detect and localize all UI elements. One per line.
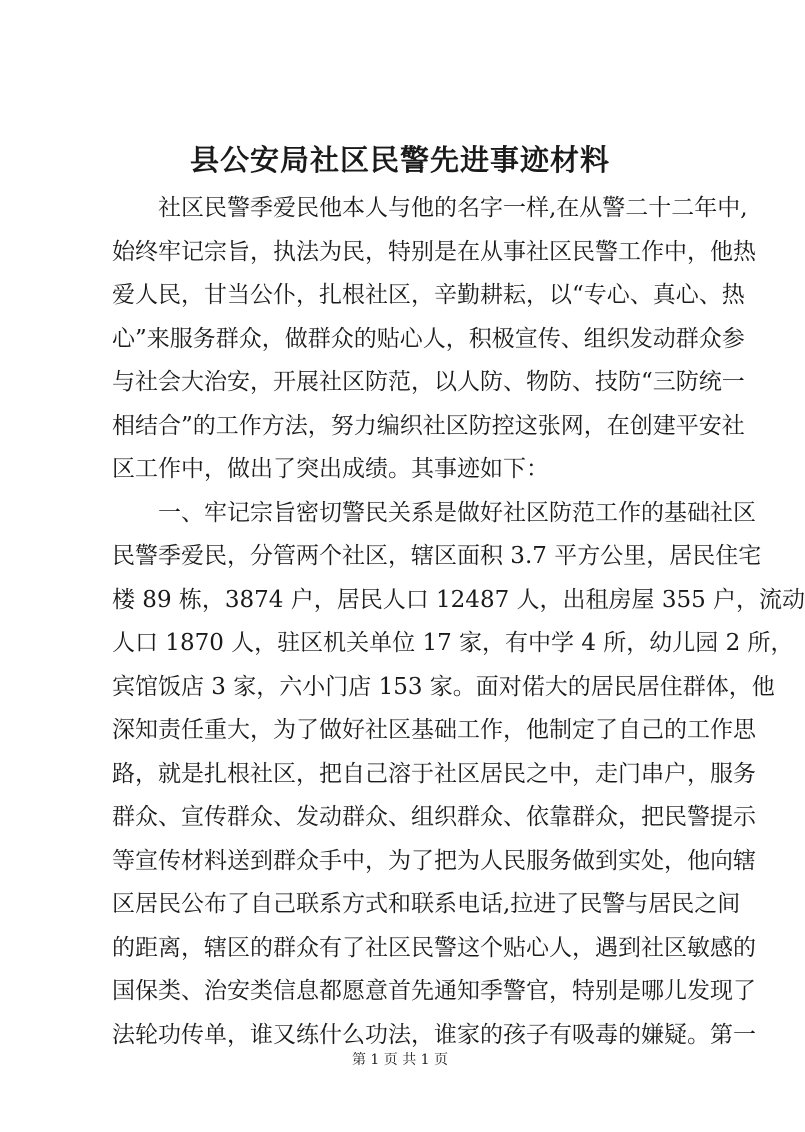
text-line: 等宣传材料送到群众手中，为了把为人民服务做到实处，他向辖 [112,847,756,874]
text-line: 楼 89 栋，3874 户，居民人口 12487 人，出租房屋 355 户，流动 [112,586,805,613]
text-line: 国保类、治安类信息都愿意首先通知季警官，特别是哪儿发现了 [112,978,756,1004]
text-line: 相结合”的工作方法，努力编织社区防控这张网，在创建平安社 [112,412,745,439]
document-title: 县公安局社区民警先进事迹材料 [189,143,610,177]
text-line: 始终牢记宗旨，执法为民，特别是在从事社区民警工作中，他热 [112,238,756,265]
text-line: 区工作中，做出了突出成绩。其事迹如下： [112,456,549,482]
text-line: 民警季爱民，分管两个社区，辖区面积 3.7 平方公里，居民住宅 [112,543,762,569]
text-line: 社区民警季爱民他本人与他的名字一样,在从警二十二年中, [158,195,748,221]
text-line: 的距离，辖区的群众有了社区民警这个贴心人，遇到社区敏感的 [112,934,756,961]
text-line: 心”来服务群众，做群众的贴心人，积极宣传、组织发动群众参 [112,325,745,352]
text-line: 区居民公布了自己联系方式和联系电话,拉进了民警与居民之间 [112,891,741,917]
document-body [112,187,805,1057]
text-line: 宾馆饭店 3 家，六小门店 153 家。面对偌大的居民居住群体，他 [112,673,775,700]
text-line: 法轮功传单，谁又练什么功法，谁家的孩子有吸毒的嫌疑。第一 [112,1021,756,1048]
paragraph-2 [112,492,805,1058]
page-number: 第 1 页 共 1 页 [351,1052,449,1068]
text-line: 路，就是扎根社区，把自己溶于社区居民之中，走门串户，服务 [112,760,756,787]
paragraph-1 [112,187,756,492]
text-line: 一、牢记宗旨密切警民关系是做好社区防范工作的基础社区 [158,499,756,526]
text-line: 人口 1870 人，驻区机关单位 17 家，有中学 4 所，幼儿园 2 所， [112,630,794,656]
text-line: 爱人民，甘当公仆，扎根社区，辛勤耕耘，以“专心、真心、热 [112,282,745,308]
text-line: 深知责任重大，为了做好社区基础工作，他制定了自己的工作思 [112,717,756,743]
text-line: 与社会大治安，开展社区防范，以人防、物防、技防“三防统一 [112,369,745,395]
text-line: 群众、宣传群众、发动群众、组织群众、依靠群众，把民警提示 [112,804,756,830]
